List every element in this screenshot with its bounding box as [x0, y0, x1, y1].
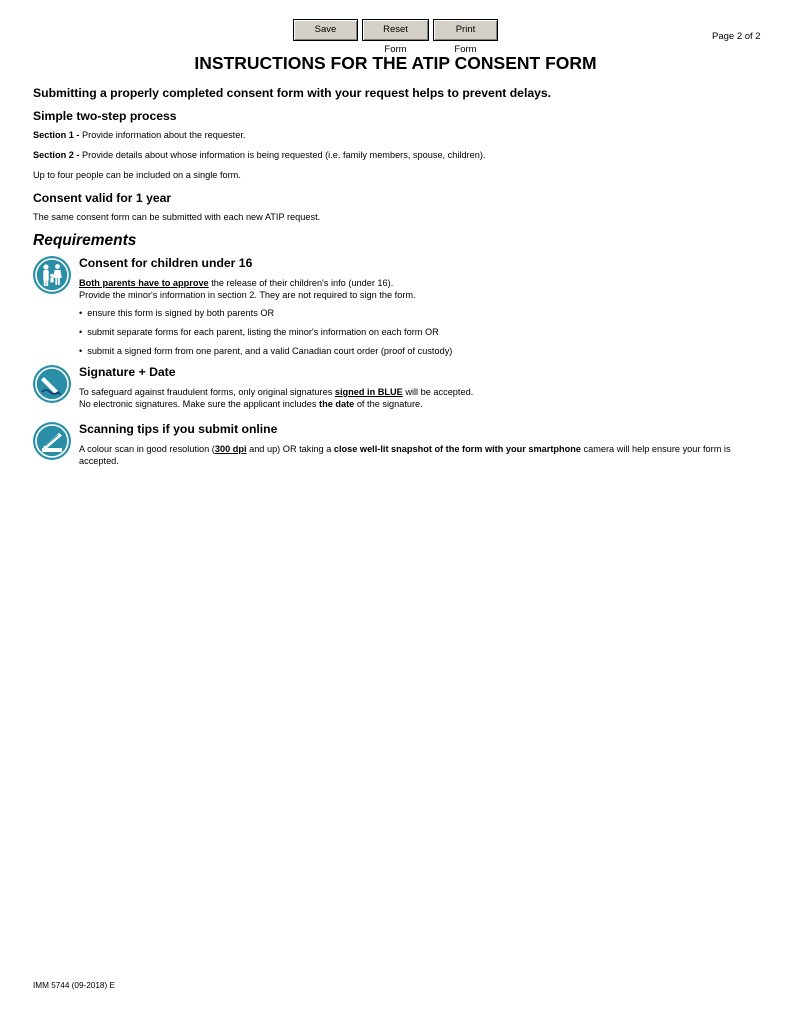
signed-in-blue: signed in BLUE	[334, 387, 403, 397]
page-title: INSTRUCTIONS FOR THE ATIP CONSENT FORM	[194, 53, 597, 73]
form-code-footer: IMM 5744 (09-2018) E	[33, 981, 115, 990]
scanning-t3: camera will help ensure your form is accepted.	[79, 444, 731, 466]
family-icon	[33, 256, 71, 294]
scanning-title: Scanning tips if you submit online	[79, 422, 278, 436]
instructions-body	[33, 86, 763, 467]
consent-valid-text: The same consent form can be submitted with each new ATIP request.	[33, 212, 321, 222]
scanner-icon	[33, 422, 71, 460]
children-line1-rest: the release of their children's info (under 16).	[208, 278, 394, 288]
signature-line2-start: No electronic signatures. Make sure the applicant includes	[79, 398, 320, 409]
form-toolbar	[293, 19, 498, 55]
scanning-t2: and up) OR taking a	[246, 444, 334, 454]
list-item: • ensure this form is signed by both parents OR	[79, 308, 763, 319]
scanning-t1: A colour scan in good resolution (	[79, 444, 215, 454]
print-form-button[interactable]: Print Form	[433, 19, 498, 41]
signature-line1	[79, 387, 763, 399]
section1-label: Section 1 -	[33, 130, 80, 140]
scanning-requirement	[33, 422, 763, 467]
children-line2: Provide the minor's information in section 2. They are not required to sign the form.	[79, 289, 416, 300]
section2-label: Section 2 -	[33, 150, 80, 160]
the-date-emphasis: the date	[319, 398, 355, 409]
section2-text: Provide details about whose information is being requested (i.e. family members, spouse, children).	[79, 150, 486, 160]
signature-requirement	[33, 365, 763, 410]
scanning-text	[79, 444, 763, 467]
children-requirement	[33, 256, 763, 357]
both-parents-approve: Both parents have to approve	[79, 278, 209, 288]
list-item: • submit a signed form from one parent, and a valid Canadian court order (proof of custody)	[79, 346, 763, 357]
four-people-note: Up to four people can be included on a single form.	[33, 170, 241, 180]
lead-statement: Submitting a properly completed consent form with your request helps to prevent delays.	[33, 86, 552, 100]
signature-line1-start: To safeguard against fraudulent forms, only original signatures	[79, 387, 335, 397]
signature-title: Signature + Date	[79, 365, 176, 379]
signature-line1-end: will be accepted.	[402, 387, 474, 397]
requirements-heading: Requirements	[33, 232, 137, 249]
pen-signature-icon	[33, 365, 71, 403]
children-bullets	[79, 308, 763, 357]
consent-valid-heading: Consent valid for 1 year	[33, 191, 172, 205]
children-title: Consent for children under 16	[79, 256, 253, 270]
signature-line2	[79, 399, 763, 411]
save-button[interactable]: Save	[293, 19, 358, 41]
children-line1	[79, 278, 763, 290]
300-dpi: 300 dpi	[214, 444, 247, 454]
section1-line	[33, 130, 763, 141]
signature-line2-end: of the signature.	[354, 398, 423, 409]
section1-text: Provide information about the requester.	[79, 130, 246, 140]
smartphone-snapshot: close well-lit snapshot of the form with your smartphone	[333, 444, 581, 454]
two-step-heading: Simple two-step process	[33, 109, 177, 123]
page-number: Page 2 of 2	[712, 31, 761, 42]
list-item: • submit separate forms for each parent, listing the minor's information on each form OR	[79, 327, 763, 338]
reset-form-button[interactable]: Reset Form	[362, 19, 429, 41]
section2-line	[33, 150, 763, 161]
